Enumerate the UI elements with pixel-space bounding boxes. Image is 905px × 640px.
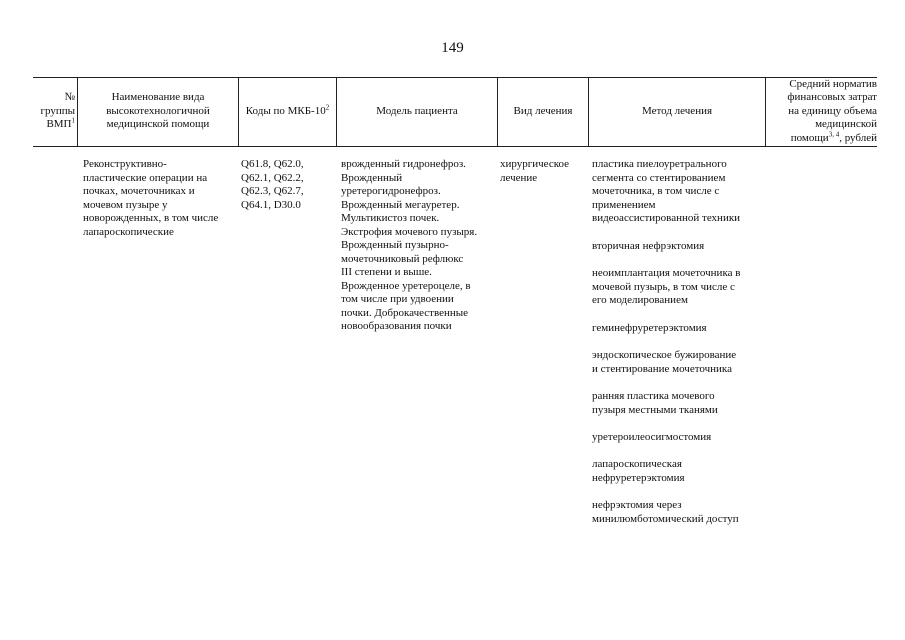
model-line: Врожденное уретероцеле, в <box>341 279 471 292</box>
header-model-text: Модель пациента <box>376 104 458 117</box>
header-norm-line: Средний норматив <box>789 77 877 90</box>
treatment-line: лечение <box>500 171 538 184</box>
header-norm-line: финансовых затрат <box>787 91 877 104</box>
header-group-line: № <box>64 91 75 104</box>
header-name-line: медицинской помощи <box>106 118 210 131</box>
header-treatment-method <box>589 77 765 146</box>
codes-line: Q64.1, D30.0 <box>241 198 301 211</box>
model-line: Экстрофия мочевого пузыря. <box>341 225 478 238</box>
model-line: врожденный гидронефроз. <box>341 158 466 170</box>
method-item <box>592 390 718 417</box>
codes-line: Q62.3, Q62.7, <box>241 185 304 197</box>
model-line: почки. Доброкачественные <box>341 306 469 319</box>
method-item <box>592 240 704 254</box>
header-norm-line: медицинской <box>815 118 877 131</box>
method-line: сегмента со стентированием <box>592 171 726 184</box>
codes-line: Q61.8, Q62.0, <box>241 158 304 170</box>
method-line: ранняя пластика мочевого <box>592 390 715 402</box>
header-norm-line: , рублей <box>839 131 877 144</box>
method-line: геминефруретерэктомия <box>592 322 707 334</box>
method-line: нефруретерэктомия <box>592 471 685 484</box>
method-line: эндоскопическое бужирование <box>592 349 737 361</box>
name-line: новорожденных, в том числе <box>83 212 219 224</box>
header-treatment-type <box>498 77 588 146</box>
method-line: пластика пиелоуретрального <box>592 158 727 170</box>
method-line: пузыря местными тканями <box>592 403 718 416</box>
method-line: вторичная нефрэктомия <box>592 240 705 252</box>
header-cost-norm <box>766 77 877 146</box>
method-line: лапароскопическая <box>592 458 682 470</box>
method-line: минилюмботомический доступ <box>592 512 739 525</box>
method-line: его моделированием <box>592 294 688 306</box>
model-line: мочеточниковый рефлюкс <box>341 252 464 265</box>
header-patient-model <box>337 77 497 146</box>
header-care-type-name <box>78 77 238 146</box>
method-item <box>592 158 740 226</box>
header-name-line: Наименование вида <box>111 91 205 104</box>
method-item <box>592 267 740 308</box>
method-item <box>592 349 736 376</box>
patient-model-cell <box>341 158 477 334</box>
name-line: Реконструктивно- <box>83 158 167 170</box>
method-line: нефрэктомия через <box>592 499 682 511</box>
footnote-ref: 1 <box>71 116 75 125</box>
model-line: III степени и выше. <box>341 266 432 278</box>
model-line: Врожденный пузырно- <box>341 239 449 251</box>
header-group-line: ВМП <box>46 118 72 131</box>
model-line: Мультикистоз почек. <box>341 212 440 224</box>
method-line: мочеточника, в том числе с <box>592 185 720 197</box>
model-line: Врожденный <box>341 171 403 184</box>
header-norm-line: на единицу объема <box>788 104 877 117</box>
footnote-ref: 3, 4 <box>828 130 840 139</box>
method-line: уретероилеосигмостомия <box>592 431 712 443</box>
method-item <box>592 322 707 336</box>
method-item <box>592 431 711 445</box>
method-line: мочевой пузырь, в том числе с <box>592 280 735 293</box>
method-line: применением <box>592 198 656 211</box>
header-icd-codes <box>239 77 336 146</box>
header-bottom-rule <box>33 146 877 147</box>
method-item <box>592 499 739 526</box>
icd-codes-cell <box>241 158 304 212</box>
footnote-ref: 2 <box>325 103 330 112</box>
header-treatment-text: Вид лечения <box>513 104 573 117</box>
treatment-line: хирургическое <box>500 158 570 170</box>
header-method-text: Метод лечения <box>641 104 713 117</box>
header-group-line: группы <box>40 104 75 117</box>
header-codes-text: Коды по МКБ-10 <box>245 104 326 117</box>
method-line: видеоассистированной техники <box>592 212 741 224</box>
name-line: пластические операции на <box>83 171 208 184</box>
model-line: Врожденный мегауретер. <box>341 198 460 211</box>
method-line: неоимплантация мочеточника в <box>592 267 741 279</box>
header-norm-line: помощи <box>790 131 829 144</box>
codes-line: Q62.1, Q62.2, <box>241 171 304 184</box>
model-line: том числе при удвоении <box>341 293 454 305</box>
name-line: мочевом пузыре у <box>83 198 168 211</box>
header-group-number <box>33 77 77 146</box>
treatment-type-cell <box>500 158 569 185</box>
name-line: лапароскопические <box>83 225 174 238</box>
header-name-line: высокотехнологичной <box>106 104 210 117</box>
page-number: 149 <box>441 40 464 56</box>
care-type-name-cell <box>83 158 218 239</box>
name-line: почках, мочеточниках и <box>83 185 195 197</box>
model-line: уретерогидронефроз. <box>341 185 441 197</box>
method-item <box>592 458 685 485</box>
method-line: и стентирование мочеточника <box>592 362 732 375</box>
model-line: новообразования почки <box>341 320 452 332</box>
